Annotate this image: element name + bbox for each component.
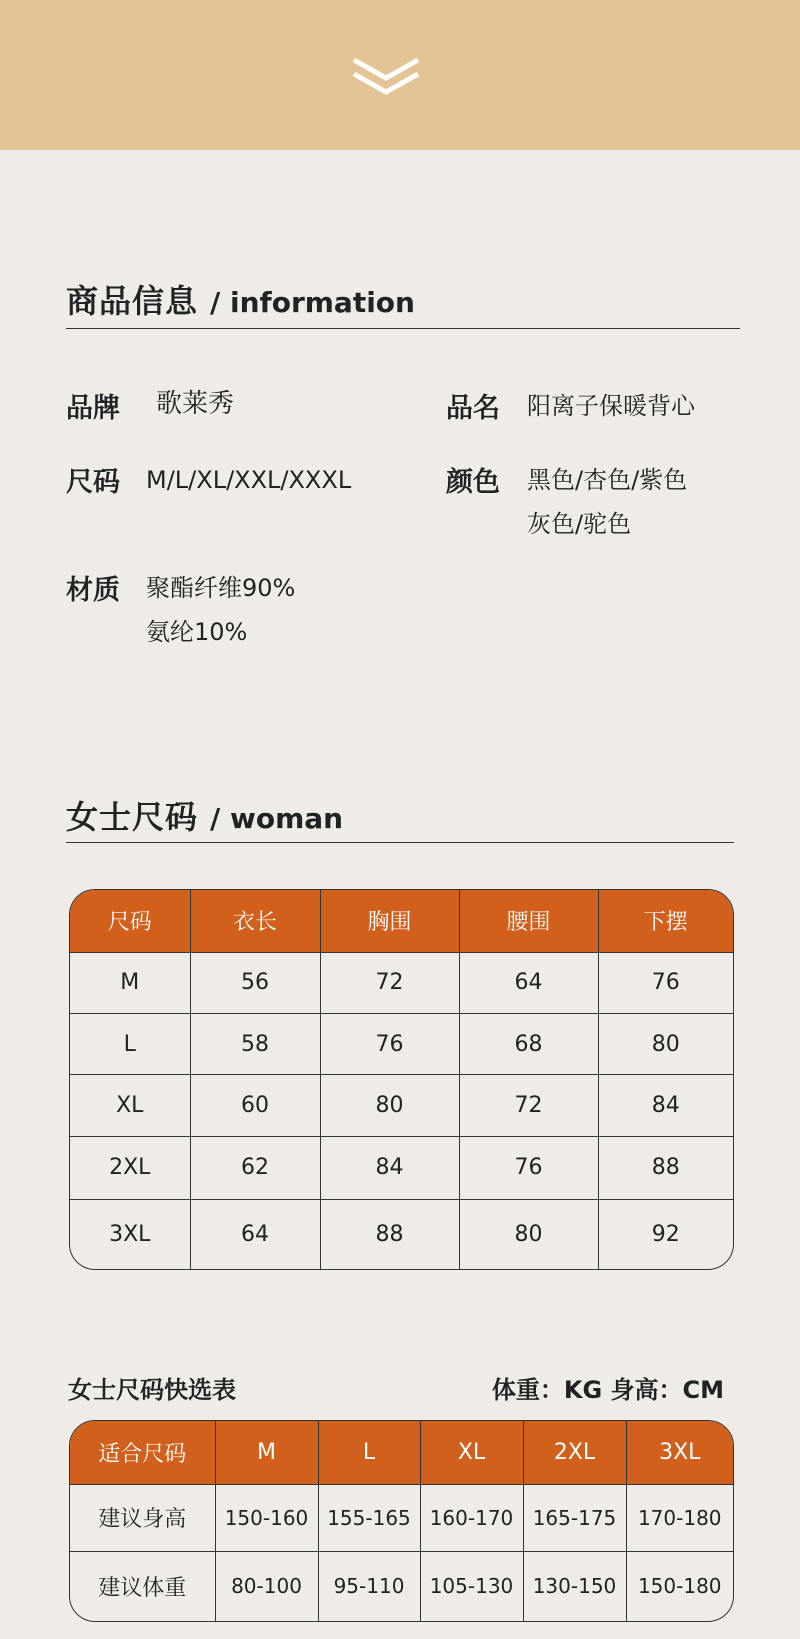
- waist-header-cell: 腰围: [459, 890, 598, 952]
- header-cell-xl: XL: [420, 1421, 523, 1485]
- table-cell: 130-150: [523, 1551, 626, 1621]
- hem-header-cell: 下摆: [598, 890, 733, 952]
- table-cell: 150-180: [637, 1574, 722, 1599]
- table-cell: 92: [651, 1222, 680, 1248]
- table-row: [70, 1136, 733, 1199]
- table-cell: 80: [459, 1200, 598, 1269]
- size-table: [69, 889, 734, 1270]
- quick-select-table: [69, 1420, 734, 1622]
- table-cell: 150-160: [215, 1485, 318, 1552]
- size-value: M/L/XL/XXL/XXXL: [146, 466, 352, 494]
- size-header-cell: 尺码: [70, 890, 190, 952]
- table-cell: 72: [459, 1075, 598, 1136]
- table-row: [70, 1014, 733, 1075]
- table-cell: 84: [598, 1075, 733, 1136]
- woman-title-cn: 女士尺码: [66, 798, 199, 836]
- table-cell: 76: [459, 1136, 598, 1199]
- table-cell: 76: [320, 1014, 459, 1075]
- color-label: 颜色: [446, 467, 500, 498]
- product-name-label: 品名: [446, 393, 500, 424]
- info-divider: [66, 328, 740, 329]
- double-chevron-down-icon: [352, 52, 420, 96]
- table-cell: 80-100: [215, 1551, 318, 1621]
- height-row-label: 建议身高: [70, 1485, 215, 1552]
- woman-divider: [66, 842, 734, 843]
- table-cell: 60: [190, 1075, 320, 1136]
- table-row: [70, 1200, 733, 1269]
- table-cell: 58: [190, 1014, 320, 1075]
- table-cell: 2XL: [70, 1136, 190, 1199]
- chest-header-cell: 胸围: [320, 890, 459, 952]
- header-cell-2xl: 2XL: [523, 1421, 626, 1485]
- quick-table-title: 女士尺码快选表: [68, 1376, 236, 1404]
- weight-row-label: 建议体重: [70, 1551, 215, 1621]
- color-value-line1: 黑色/杏色/紫色: [527, 466, 688, 494]
- material-label: 材质: [66, 575, 120, 606]
- info-title-en: / information: [210, 286, 415, 319]
- table-row: [70, 952, 733, 1013]
- table-cell: 80: [320, 1075, 459, 1136]
- material-value-line1: 聚酯纤维90%: [146, 574, 296, 602]
- table-row: [70, 1485, 733, 1552]
- table-row: [70, 1075, 733, 1136]
- size-table-header-row: [70, 890, 733, 952]
- length-header-cell: 衣长: [190, 890, 320, 952]
- table-cell: 88: [598, 1136, 733, 1199]
- color-value-line2: 灰色/驼色: [527, 510, 632, 538]
- info-section-title: [66, 276, 415, 322]
- table-cell: 84: [320, 1136, 459, 1199]
- brand-label: 品牌: [66, 393, 120, 424]
- table-cell: 88: [320, 1200, 459, 1269]
- table-cell: 64: [190, 1200, 320, 1269]
- table-cell: 64: [459, 952, 598, 1013]
- table-cell: L: [70, 1014, 190, 1075]
- header-cell-3xl: 3XL: [626, 1421, 733, 1485]
- brand-value: 歌莱秀: [156, 389, 235, 419]
- table-cell: 3XL: [70, 1200, 190, 1269]
- table-cell: 72: [320, 952, 459, 1013]
- table-cell: XL: [70, 1075, 190, 1136]
- table-cell: 76: [598, 952, 733, 1013]
- top-banner: [0, 0, 800, 150]
- table-cell: 170-180: [626, 1485, 733, 1552]
- table-cell: 160-170: [420, 1485, 523, 1552]
- header-cell-l: L: [318, 1421, 420, 1485]
- material-value-line2: 氨纶10%: [146, 618, 248, 646]
- size-label: 尺码: [66, 467, 120, 498]
- quick-table-header-row: [70, 1421, 733, 1485]
- table-cell: M: [70, 952, 190, 1013]
- table-cell: 155-165: [318, 1485, 420, 1552]
- product-name-value: 阳离子保暖背心: [527, 392, 695, 420]
- table-cell: 105-130: [420, 1551, 523, 1621]
- table-cell: 62: [190, 1136, 320, 1199]
- fit-size-header-cell: 适合尺码: [70, 1421, 215, 1485]
- header-cell-m: M: [215, 1421, 318, 1485]
- info-title-cn: 商品信息: [66, 282, 199, 320]
- table-cell: 80: [598, 1014, 733, 1075]
- table-cell: 68: [459, 1014, 598, 1075]
- woman-title-en: / woman: [210, 802, 344, 835]
- table-cell: 95-110: [318, 1551, 420, 1621]
- woman-section-title: [66, 792, 343, 838]
- quick-table-unit-note: 体重：KG 身高：CM: [491, 1376, 724, 1404]
- table-cell: 165-175: [523, 1485, 626, 1552]
- table-cell: 56: [190, 952, 320, 1013]
- table-row: [70, 1551, 733, 1621]
